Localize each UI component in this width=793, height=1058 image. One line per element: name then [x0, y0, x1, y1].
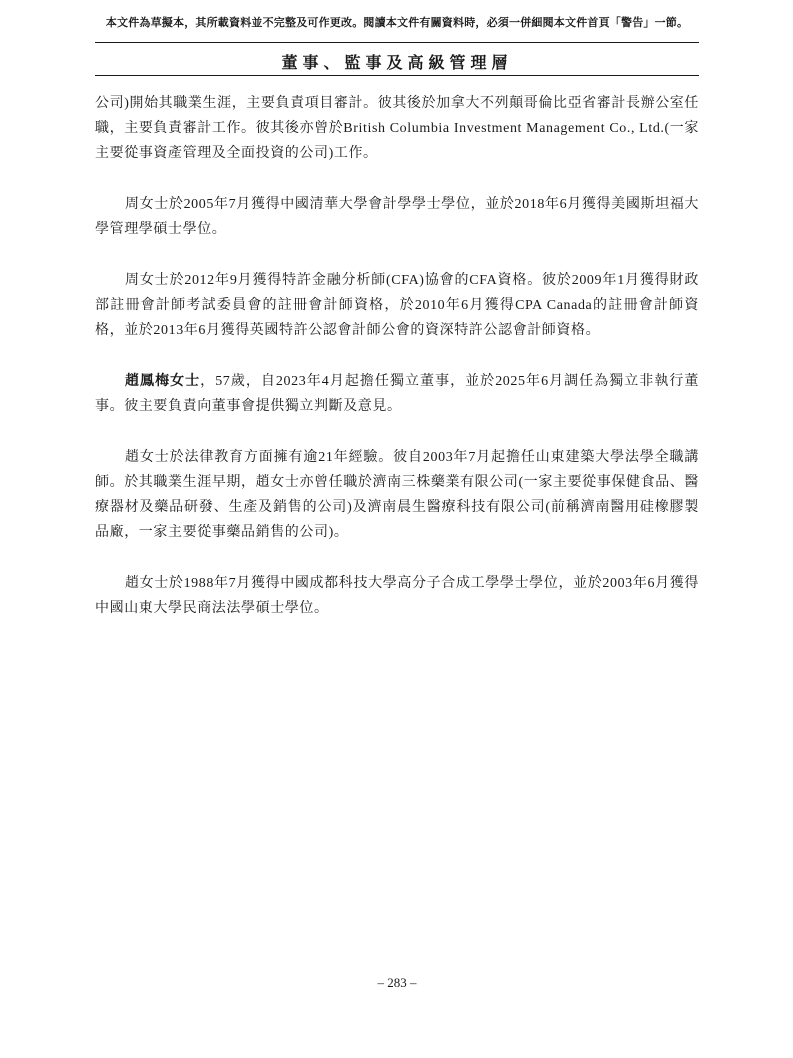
director-name: 趙鳳梅女士	[125, 374, 201, 389]
paragraph-zhao-experience: 趙女士於法律教育方面擁有逾21年經驗。彼自2003年7月起擔任山東建築大學法學全職講師。於其職業生涯早期，趙女士亦曾任職於濟南三株藥業有限公司(一家主要從事保健食品、醫療器材及藥品研發、生產及銷售的公司)及濟南晨生醫療科技有限公司(前稱濟南醫用硅橡膠製品廠，一家主要從事藥品銷售的公司)。	[95, 450, 699, 540]
paragraph-zhao-appointment-text: ，57歲，自2023年4月起擔任獨立董事，並於2025年6月調任為獨立非執行董事。彼主要負責向董事會提供獨立判斷及意見。	[95, 374, 699, 414]
header-rule-top	[95, 42, 699, 43]
header-rule-bottom	[95, 75, 699, 76]
draft-notice: 本文件為草擬本，其所載資料並不完整及可作更改。閱讀本文件有關資料時，必須一併細閱本文件首頁「警告」一節。	[105, 17, 689, 29]
document-page	[95, 0, 699, 1058]
paragraph-zhao-appointment	[95, 369, 699, 419]
paragraph-career-continuation: 公司)開始其職業生涯，主要負責項目審計。彼其後於加拿大不列顛哥倫比亞省審計長辦公室任職，主要負責審計工作。彼其後亦曾於British Columbia Investment Management Co., Ltd.(一家主要從事資產管理及全面投資的公司)工作。	[95, 96, 699, 161]
paragraph-zhou-qualifications: 周女士於2012年9月獲得特許金融分析師(CFA)協會的CFA資格。彼於2009年1月獲得財政部註冊會計師考試委員會的註冊會計師資格，於2010年6月獲得CPA Canada的註冊會計師資格，並於2013年6月獲得英國特許公認會計師公會的資深特許公認會計師資格。	[95, 273, 699, 338]
paragraph-zhou-education: 周女士於2005年7月獲得中國清華大學會計學學士學位，並於2018年6月獲得美國斯坦福大學管理學碩士學位。	[95, 197, 699, 237]
page-number: – 283 –	[377, 975, 417, 990]
body-text	[95, 91, 699, 647]
paragraph-zhao-education: 趙女士於1988年7月獲得中國成都科技大學高分子合成工學學士學位，並於2003年6月獲得中國山東大學民商法法學碩士學位。	[95, 576, 699, 616]
section-title: 董事、監事及高級管理層	[281, 55, 513, 72]
